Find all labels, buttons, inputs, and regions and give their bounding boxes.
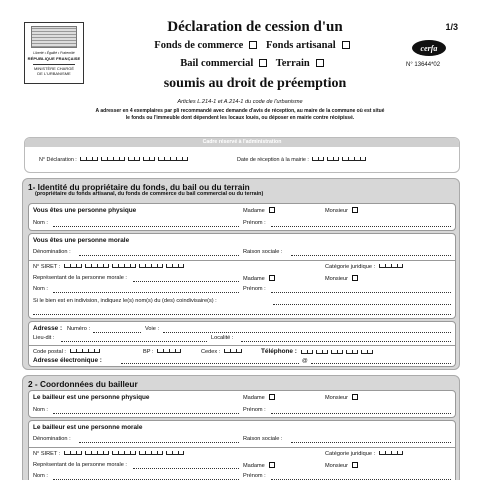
form-title-suffix: soumis au droit de préemption — [163, 76, 347, 91]
address-cedex-label: Cedex : — [201, 349, 221, 355]
landlord-physical-heading: Le bailleur est une personne physique — [33, 394, 150, 401]
address-email-at: @ — [302, 358, 308, 364]
owner-madame-label: Madame — [243, 208, 265, 214]
divider — [29, 345, 455, 346]
page-number: 1/3 — [445, 22, 458, 32]
checkbox-fonds-commerce[interactable] — [249, 41, 257, 49]
owner-physical-person-box — [28, 203, 456, 231]
option-label-terrain: Terrain — [275, 58, 310, 69]
rep-monsieur-label: Monsieur — [325, 276, 349, 282]
landlord-rep-monsieur-option[interactable] — [325, 462, 358, 469]
landlord-moral-person-box — [28, 420, 456, 480]
owner-categorie-label: Catégorie juridique : — [325, 264, 376, 270]
reception-date-field[interactable] — [237, 157, 366, 163]
logo-ministry-line2: DE L'URBANISME — [37, 70, 71, 76]
address-email-label: Adresse électronique : — [33, 357, 102, 364]
address-heading: Adresse : — [33, 325, 63, 332]
landlord-rep-monsieur-label: Monsieur — [325, 463, 349, 469]
owner-categorie-field[interactable] — [325, 264, 403, 270]
address-cedex-field[interactable] — [201, 349, 242, 355]
owner-monsieur-option[interactable] — [325, 207, 358, 214]
divider — [29, 260, 455, 261]
landlord-madame-label: Madame — [243, 395, 265, 401]
address-lieu-dit-label: Lieu-dit : — [33, 335, 55, 341]
logo-motto: Liberté • Égalité • Fraternité — [33, 51, 75, 55]
title-options-row2 — [100, 58, 410, 69]
landlord-moral-heading: Le bailleur est une personne morale — [33, 424, 143, 431]
address-code-postal-field[interactable] — [33, 349, 100, 355]
address-cedex-boxes[interactable] — [224, 349, 242, 355]
owner-raison-sociale-input[interactable] — [291, 255, 451, 256]
address-lieu-dit-input[interactable] — [61, 341, 207, 342]
owner-nom-label: Nom : — [33, 220, 48, 226]
admin-box-heading: Cadre réservé à l'administration — [25, 138, 459, 147]
rep-madame-label: Madame — [243, 276, 265, 282]
landlord-raison-sociale-input[interactable] — [291, 442, 451, 443]
owner-madame-option[interactable] — [243, 207, 275, 214]
option-label-fonds-artisanal: Fonds artisanal — [265, 40, 336, 51]
admin-reserved-box — [24, 137, 460, 173]
address-bp-label: BP : — [143, 349, 154, 355]
rep-monsieur-option[interactable] — [325, 275, 358, 282]
owner-siret-field[interactable] — [33, 264, 184, 270]
option-label-fonds-commerce: Fonds de commerce — [154, 40, 244, 51]
reception-date-boxes[interactable] — [312, 157, 366, 163]
landlord-rep-madame-label: Madame — [243, 463, 265, 469]
landlord-monsieur-checkbox[interactable] — [352, 394, 358, 400]
landlord-nom-label: Nom : — [33, 407, 48, 413]
address-localite-label: Localité : — [211, 335, 234, 341]
landlord-representant-label: Représentant de la personne morale : — [33, 462, 127, 468]
landlord-monsieur-label: Monsieur — [325, 395, 349, 401]
checkbox-bail-commercial[interactable] — [259, 59, 267, 67]
owner-siret-boxes[interactable] — [64, 264, 184, 270]
section1-title: 1- Identité du propriétaire du fonds, du bail ou du terrain — [28, 182, 250, 192]
address-numero-label: Numéro : — [67, 326, 91, 332]
title-options-row1 — [100, 40, 410, 51]
owner-categorie-boxes[interactable] — [379, 264, 403, 270]
landlord-raison-sociale-label: Raison sociale : — [243, 436, 283, 442]
rep-madame-option[interactable] — [243, 275, 275, 282]
landlord-rep-nom-label: Nom : — [33, 473, 48, 479]
landlord-prenom-input[interactable] — [271, 413, 451, 414]
republique-francaise-logo — [24, 22, 84, 84]
marianne-emblem-icon — [31, 26, 77, 48]
owner-representant-input[interactable] — [133, 281, 239, 282]
landlord-nom-input[interactable] — [53, 413, 239, 414]
landlord-madame-option[interactable] — [243, 394, 275, 401]
landlord-monsieur-option[interactable] — [325, 394, 358, 401]
declaration-number-label: N° Déclaration : — [39, 157, 77, 163]
landlord-physical-person-box — [28, 390, 456, 418]
landlord-rep-madame-checkbox[interactable] — [269, 462, 275, 468]
landlord-rep-prenom-label: Prénom : — [243, 473, 266, 479]
landlord-siret-boxes[interactable] — [64, 451, 184, 457]
rep-nom-label: Nom : — [33, 286, 48, 292]
instruction-line1: A adresser en 4 exemplaires par pli recommandé avec demande d'avis de réception, au maire de la commune où est situé — [95, 108, 385, 114]
address-email-user-input[interactable] — [121, 363, 299, 364]
section-owner-identity — [22, 178, 460, 370]
reception-date-label: Date de réception à la mairie : — [237, 157, 309, 163]
instructions — [60, 108, 420, 122]
owner-prenom-label: Prénom : — [243, 220, 266, 226]
owner-representant-label: Représentant de la personne morale : — [33, 275, 127, 281]
logo-country: RÉPUBLIQUE FRANÇAISE — [27, 56, 81, 61]
address-bp-boxes[interactable] — [157, 349, 181, 355]
landlord-categorie-label: Catégorie juridique : — [325, 451, 376, 457]
landlord-representant-input[interactable] — [133, 468, 239, 469]
legal-articles: Articles L.214-1 et A.214-1 du code de l'urbanisme — [177, 99, 303, 105]
address-localite-input[interactable] — [241, 341, 451, 342]
owner-nom-input[interactable] — [53, 226, 239, 227]
owner-moral-person-box — [28, 233, 456, 319]
logo-divider — [33, 64, 75, 65]
address-voie-label: Voie : — [145, 326, 159, 332]
landlord-madame-checkbox[interactable] — [269, 394, 275, 400]
rep-monsieur-checkbox[interactable] — [352, 275, 358, 281]
landlord-siret-label: N° SIRET : — [33, 451, 61, 457]
address-telephone-boxes[interactable] — [301, 349, 373, 355]
rep-nom-input[interactable] — [53, 292, 239, 293]
divider — [29, 447, 455, 448]
declaration-number-boxes[interactable] — [80, 157, 188, 163]
owner-raison-sociale-label: Raison sociale : — [243, 249, 283, 255]
cerfa-number: N° 13644*02 — [406, 62, 441, 68]
section2-title: 2 - Coordonnées du bailleur — [28, 379, 138, 389]
address-code-postal-label: Code postal : — [33, 349, 66, 355]
owner-monsieur-label: Monsieur — [325, 208, 349, 214]
landlord-denomination-input[interactable] — [79, 442, 239, 443]
owner-denomination-label: Dénomination : — [33, 249, 71, 255]
instruction-line2: le fonds ou l'immeuble dont dépendent les locaux loués, ou déposer en mairie contre récépissé. — [125, 115, 355, 121]
address-telephone-field[interactable] — [261, 348, 373, 355]
owner-madame-checkbox[interactable] — [269, 207, 275, 213]
address-bp-field[interactable] — [143, 349, 181, 355]
option-label-bail-commercial: Bail commercial — [180, 58, 254, 69]
landlord-categorie-boxes[interactable] — [379, 451, 403, 457]
landlord-categorie-field[interactable] — [325, 451, 403, 457]
address-email-domain-input[interactable] — [311, 363, 451, 364]
indivision-input-line2[interactable] — [33, 314, 451, 315]
checkbox-terrain[interactable] — [316, 59, 324, 67]
address-numero-input[interactable] — [93, 332, 141, 333]
owner-siret-label: N° SIRET : — [33, 264, 61, 270]
form-title: Déclaration de cession d'un — [167, 19, 343, 35]
rep-madame-checkbox[interactable] — [269, 275, 275, 281]
landlord-denomination-label: Dénomination : — [33, 436, 71, 442]
owner-prenom-input[interactable] — [271, 226, 451, 227]
cerfa-logo: cerfa — [412, 40, 446, 56]
rep-prenom-input[interactable] — [271, 292, 451, 293]
indivision-input[interactable] — [273, 304, 451, 305]
landlord-rep-monsieur-checkbox[interactable] — [352, 462, 358, 468]
declaration-number-field[interactable] — [39, 157, 188, 163]
address-telephone-label: Téléphone : — [261, 348, 297, 355]
address-code-postal-boxes[interactable] — [70, 349, 100, 355]
owner-physical-heading: Vous êtes une personne physique — [33, 207, 137, 214]
landlord-prenom-label: Prénom : — [243, 407, 266, 413]
section1-subtitle: (propriétaire du fonds artisanal, du fonds de commerce du bail commercial ou du terrain) — [35, 191, 264, 197]
landlord-siret-field[interactable] — [33, 451, 184, 457]
address-voie-input[interactable] — [163, 332, 451, 333]
section-landlord — [22, 375, 460, 480]
owner-denomination-input[interactable] — [79, 255, 239, 256]
landlord-rep-madame-option[interactable] — [243, 462, 275, 469]
owner-monsieur-checkbox[interactable] — [352, 207, 358, 213]
rep-prenom-label: Prénom : — [243, 286, 266, 292]
indivision-label: Si le bien est en indivision, indiquez le(s) nom(s) du (des) coindivisaire(s) : — [33, 298, 217, 304]
logo-ministry-line1: MINISTÈRE CHARGÉ — [33, 66, 74, 71]
owner-moral-heading: Vous êtes une personne morale — [33, 237, 130, 244]
owner-address-box — [28, 321, 456, 367]
checkbox-fonds-artisanal[interactable] — [342, 41, 350, 49]
